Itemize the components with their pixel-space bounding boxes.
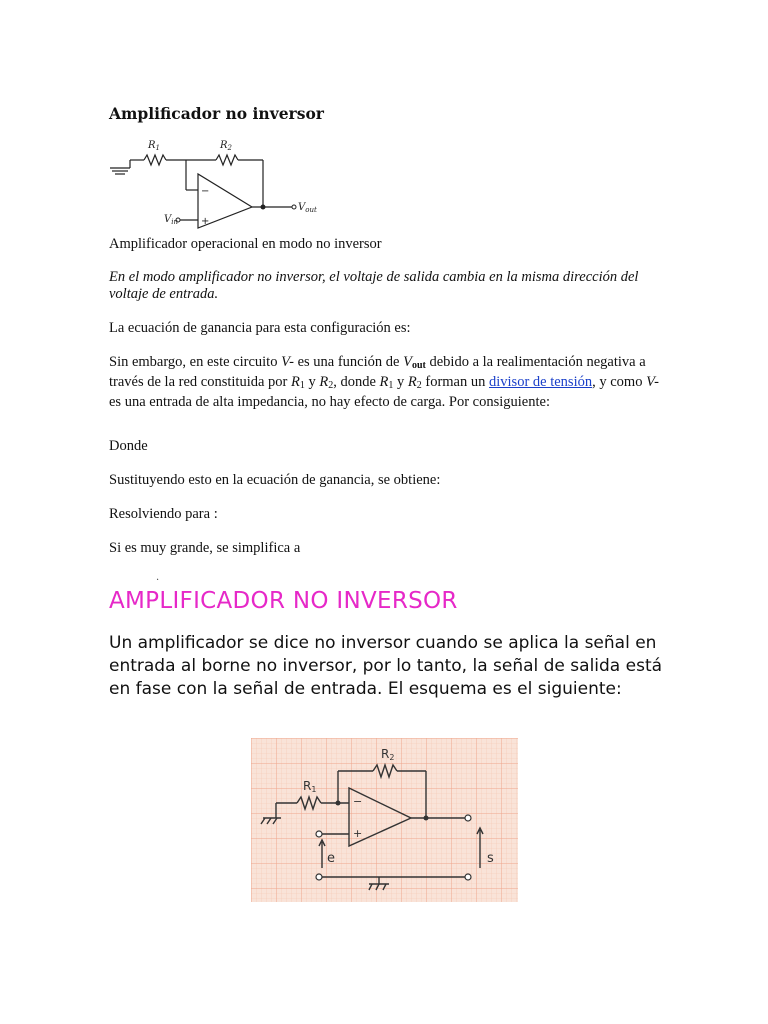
gain-intro: La ecuación de ganancia para esta configuración es: — [109, 320, 411, 336]
section2-description: Un amplificador se dice no inversor cuando se aplica la señal en entrada al borne no inversor, por lo tanto, la señal de salida está en fase con la señal de entrada. El esquema es el siguiente: — [109, 633, 663, 699]
section-title: Amplificador no inversor — [109, 104, 324, 123]
opamp-schematic-2 — [251, 738, 518, 902]
plus-sign: + — [201, 216, 210, 227]
r1-label: R — [148, 140, 156, 151]
svg-text:R2 — [219, 140, 233, 152]
stray-dot: . — [156, 572, 160, 583]
resolviendo-text: Resolviendo para : — [109, 506, 218, 522]
sustituyendo-text: Sustituyendo esto en la ecuación de ganancia, se obtiene: — [109, 472, 441, 488]
svg-text:R1 — [147, 140, 160, 152]
section2-title: AMPLIFICADOR NO INVERSOR — [109, 588, 458, 614]
ve-label: e — [327, 851, 335, 866]
figure-caption: Amplificador operacional en modo no inversor — [109, 236, 382, 252]
vin-label: V — [164, 214, 172, 225]
vout-sub: out — [305, 206, 317, 214]
r1-sub-2: 1 — [311, 785, 317, 794]
svg-text:Vout — [298, 202, 317, 214]
r2-sub: 2 — [227, 144, 232, 152]
divisor-link[interactable]: divisor de tensión — [489, 374, 593, 390]
r1-label-2: R — [303, 779, 312, 793]
italic-paragraph: En el modo amplificador no inversor, el voltaje de salida cambia en la misma dirección del voltaje de entrada. — [109, 269, 639, 302]
vs-label: s — [487, 851, 494, 866]
r2-label: R — [220, 140, 228, 151]
vout-label: V — [298, 202, 306, 213]
plus-sign-2: + — [353, 827, 363, 840]
donde-text: Donde — [109, 438, 148, 454]
simplifica-text: Si es muy grande, se simplifica a — [109, 540, 301, 556]
opamp-schematic-1 — [106, 136, 326, 232]
svg-text:Vin — [164, 214, 178, 226]
minus-sign: − — [201, 186, 210, 197]
r1-sub: 1 — [155, 144, 160, 152]
r2-sub-2: 2 — [389, 753, 395, 762]
sin-embargo-paragraph: Sin embargo, en este circuito V- es una función de $V_{out}$ debido a la realimentación negativa a través de la red constituida por $R_1$ y $R_2$, donde $R_1$ y $R_2$ forman un divisor de tensión, y como V- es una entrada de alta impedancia, no hay efecto de carga. Por consiguiente: — [109, 354, 659, 410]
r2-label-2: R — [381, 747, 390, 761]
minus-sign-2: − — [353, 795, 363, 808]
vin-sub: in — [171, 218, 178, 226]
